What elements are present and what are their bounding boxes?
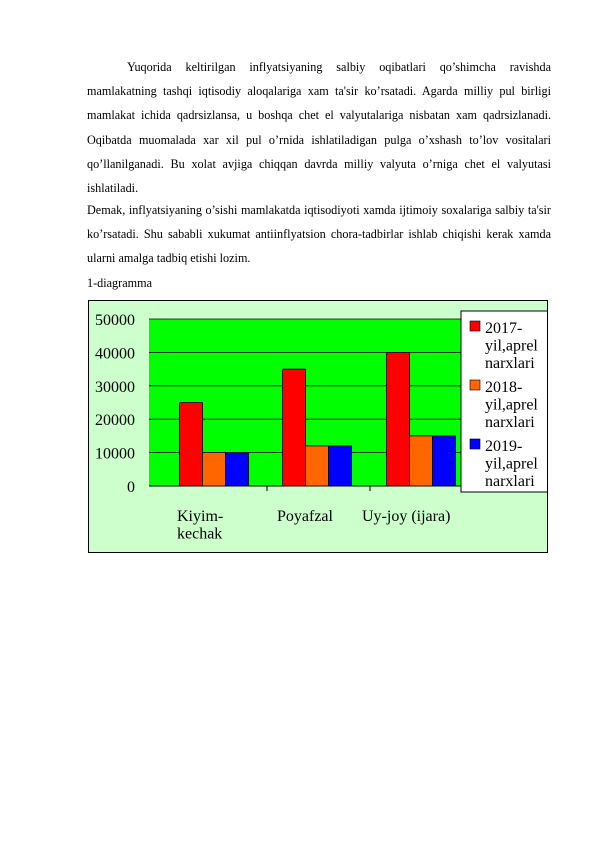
bar	[387, 352, 410, 486]
legend-label: 2018-yil,aprel narxlari	[485, 379, 538, 432]
legend-swatch	[470, 321, 480, 331]
bar	[306, 446, 329, 486]
legend-label: 2019-yil,aprel narxlari	[485, 438, 538, 491]
bar	[410, 436, 433, 486]
y-tick-label: 10000	[95, 445, 135, 463]
bar	[226, 453, 249, 486]
bar	[283, 369, 306, 486]
bar	[180, 403, 203, 487]
y-tick-label: 40000	[95, 345, 135, 363]
paragraph-2: Demak, inflyatsiyaning o’sishi mamlakatda iqtisodiyoti xamda ijtimoiy soxalariga salbiy ta'sir ko’rsatadi. Shu sababli xukumat antiinflyatsion chora-tadbirlar ishlab chiqishi kerak xamda ularni amalga tadbiq etishi lozim.	[87, 203, 551, 266]
x-tick-label: Kiyim-kechak	[177, 508, 224, 543]
bar	[203, 453, 226, 486]
paragraph-1: Yuqorida keltirilgan inflyatsiyaning salbiy oqibatlari qo’shimcha ravishda mamlakatning tashqi iqtisodiy aloqalariga xam ta'sir ko’rsatadi. Agarda milliy pul birligi mamlakat ichida qadrsizlansa, u boshqa chet el valyutalariga nisbatan xam qadrsizlanadi. Oqibatda muomalada xar xil pul o’rnida ishlatiladigan pulga o’xshash to’lov vositalari qo’llanilganadi. Bu xolat avjiga chiqqan davrda milliy valyuta o’rniga chet el valyutasi ishlatiladi.	[87, 60, 551, 196]
bar	[329, 446, 352, 486]
x-tick-label: Poyafzal	[277, 508, 333, 525]
diagram-caption: 1-diagramma	[87, 276, 152, 290]
y-tick-label: 20000	[95, 412, 135, 430]
bar	[433, 436, 456, 486]
legend-label: 2017-yil,aprel narxlari	[485, 320, 538, 373]
x-tick-label: Uy-joy (ijara)	[362, 508, 451, 525]
y-tick-label: 30000	[95, 378, 135, 396]
bar-chart-svg	[89, 301, 548, 553]
legend-swatch	[470, 439, 480, 449]
y-tick-label: 0	[127, 479, 135, 496]
legend-swatch	[470, 380, 480, 390]
y-tick-label: 50000	[95, 312, 135, 329]
bar-chart	[88, 300, 548, 553]
